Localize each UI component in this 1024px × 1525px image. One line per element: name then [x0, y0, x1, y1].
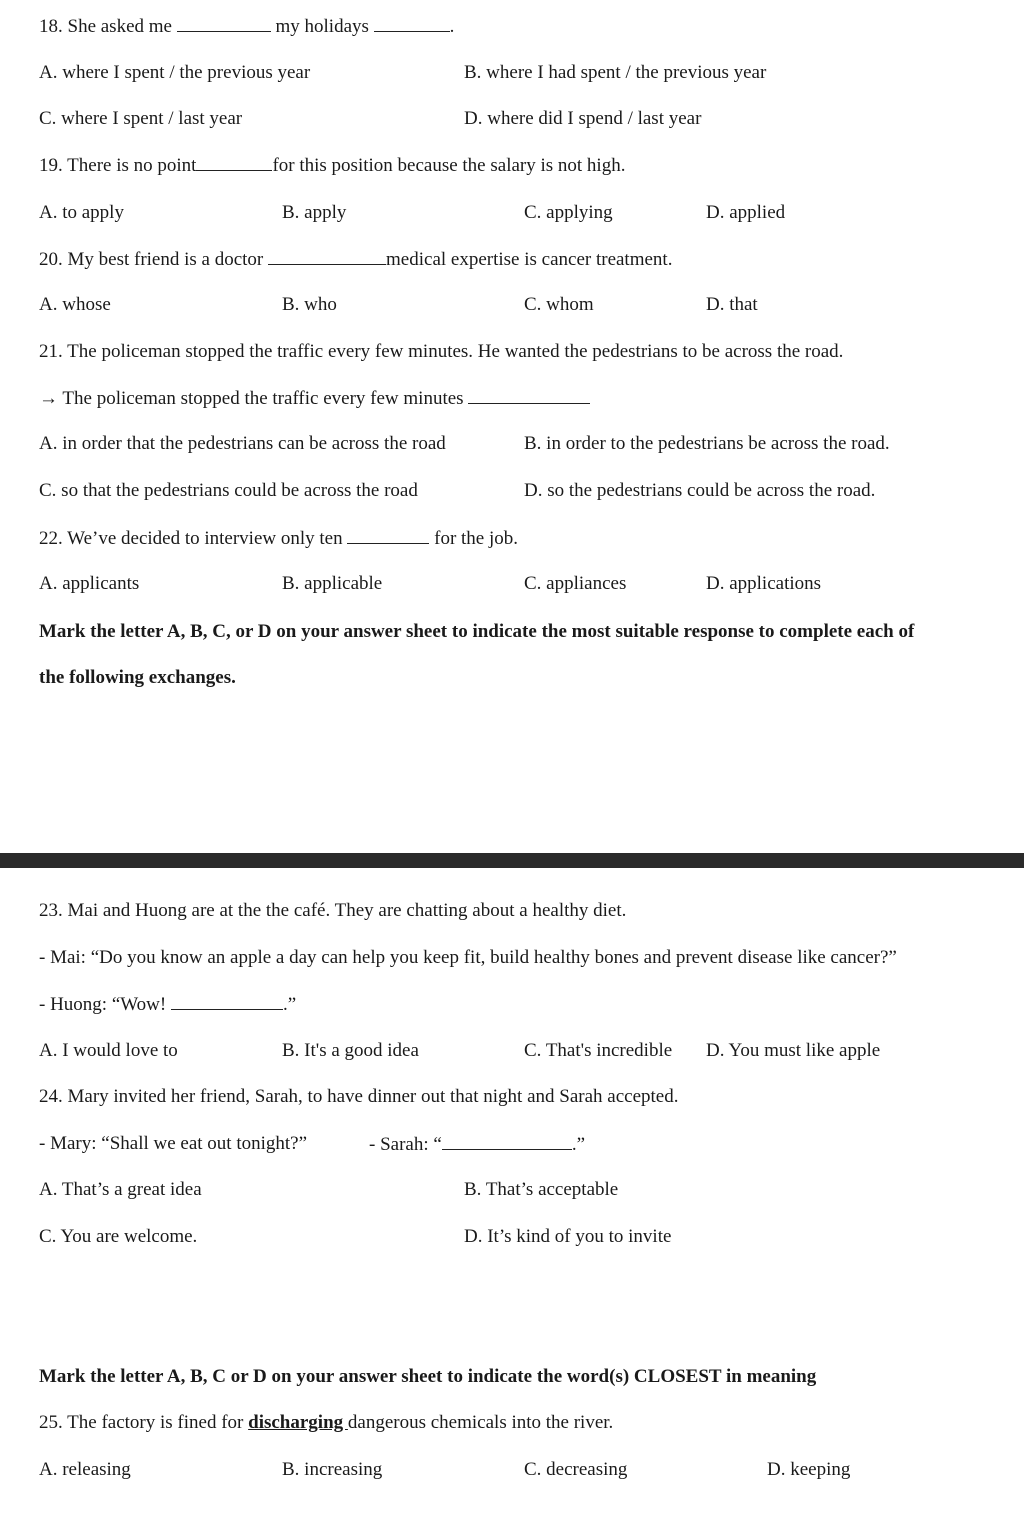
q21-blank[interactable]	[468, 386, 590, 404]
q18-stem-part1: 18. She asked me	[39, 16, 177, 37]
instruction-exchanges-line2: the following exchanges.	[39, 667, 236, 688]
q24-sarah-part2: .”	[571, 1134, 585, 1155]
q24-mary-line: - Mary: “Shall we eat out tonight?”	[39, 1133, 308, 1154]
instruction-exchanges-line1: Mark the letter A, B, C, or D on your answer sheet to indicate the most suitable response to complete each of	[39, 621, 915, 642]
q20-blank[interactable]	[268, 247, 386, 265]
q19-option-b[interactable]: B. apply	[282, 202, 347, 223]
q18-option-b[interactable]: B. where I had spent / the previous year	[464, 62, 767, 83]
q21-rewrite-text: → The policeman stopped the traffic every few minutes	[39, 388, 469, 409]
q23-option-d[interactable]: D. You must like apple	[706, 1040, 881, 1061]
q23-stem: 23. Mai and Huong are at the the café. They are chatting about a healthy diet.	[39, 900, 627, 921]
q20-option-d[interactable]: D. that	[706, 294, 758, 315]
q25-stem-part1: 25. The factory is fined for	[39, 1412, 249, 1433]
q18-option-d[interactable]: D. where did I spend / last year	[464, 108, 702, 129]
q18-blank-1[interactable]	[177, 14, 271, 32]
q24-option-a[interactable]: A. That’s a great idea	[39, 1179, 202, 1200]
q19-option-d[interactable]: D. applied	[706, 202, 786, 223]
q19-stem-part2: for this position because the salary is not high.	[272, 155, 626, 176]
q18-stem-part2: my holidays	[270, 16, 374, 37]
q25-option-b[interactable]: B. increasing	[282, 1459, 383, 1480]
q24-option-c[interactable]: C. You are welcome.	[39, 1226, 198, 1247]
q24-stem: 24. Mary invited her friend, Sarah, to have dinner out that night and Sarah accepted.	[39, 1086, 679, 1107]
q25-stem-part2: dangerous chemicals into the river.	[347, 1412, 614, 1433]
q24-option-d[interactable]: D. It’s kind of you to invite	[464, 1226, 672, 1247]
q23-huong-line	[39, 992, 296, 1017]
q25-option-c[interactable]: C. decreasing	[524, 1459, 628, 1480]
q22-blank[interactable]	[347, 526, 429, 544]
q18-stem	[39, 14, 454, 39]
q21-stem: 21. The policeman stopped the traffic every few minutes. He wanted the pedestrians to be across the road.	[39, 341, 844, 362]
q19-option-c[interactable]: C. applying	[524, 202, 613, 223]
q20-option-b[interactable]: B. who	[282, 294, 337, 315]
q19-stem-part1: 19. There is no point	[39, 155, 197, 176]
q23-huong-part2: .”	[282, 994, 297, 1015]
q22-option-d[interactable]: D. applications	[706, 573, 822, 594]
q24-option-b[interactable]: B. That’s acceptable	[464, 1179, 619, 1200]
q22-stem-part2: for the job.	[429, 528, 519, 549]
q25-option-d[interactable]: D. keeping	[767, 1459, 851, 1480]
q21-option-b[interactable]: B. in order to the pedestrians be across the road.	[524, 433, 890, 454]
q18-blank-2[interactable]	[374, 14, 450, 32]
q18-option-c[interactable]: C. where I spent / last year	[39, 108, 243, 129]
page-divider	[0, 853, 1024, 868]
instruction-closest-meaning: Mark the letter A, B, C or D on your answer sheet to indicate the word(s) CLOSEST in meaning	[39, 1366, 817, 1387]
q24-blank[interactable]	[442, 1132, 572, 1150]
q25-option-a[interactable]: A. releasing	[39, 1459, 131, 1480]
q25-target-word: discharging	[248, 1412, 348, 1433]
q21-rewrite	[39, 386, 590, 411]
q21-option-c[interactable]: C. so that the pedestrians could be across the road	[39, 480, 418, 501]
q22-stem	[39, 526, 518, 551]
q20-stem	[39, 247, 672, 272]
q20-option-a[interactable]: A. whose	[39, 294, 111, 315]
q25-stem	[39, 1411, 613, 1435]
q22-option-c[interactable]: C. appliances	[524, 573, 627, 594]
q20-stem-part2: medical expertise is cancer treatment.	[386, 249, 673, 270]
q23-option-a[interactable]: A. I would love to	[39, 1040, 178, 1061]
q23-huong-part1: - Huong: “Wow!	[39, 994, 171, 1015]
q21-option-d[interactable]: D. so the pedestrians could be across the road.	[524, 480, 876, 501]
q18-stem-part3: .	[449, 16, 455, 37]
q19-stem	[39, 153, 625, 178]
q19-option-a[interactable]: A. to apply	[39, 202, 124, 223]
q22-stem-part1: 22. We’ve decided to interview only ten	[39, 528, 348, 549]
q20-option-c[interactable]: C. whom	[524, 294, 594, 315]
q22-option-b[interactable]: B. applicable	[282, 573, 383, 594]
q21-option-a[interactable]: A. in order that the pedestrians can be across the road	[39, 433, 446, 454]
q23-option-b[interactable]: B. It's a good idea	[282, 1040, 419, 1061]
q22-option-a[interactable]: A. applicants	[39, 573, 140, 594]
q24-sarah-part1: - Sarah: “	[369, 1134, 442, 1155]
q23-blank[interactable]	[171, 992, 283, 1010]
q24-sarah-line	[369, 1132, 585, 1157]
q23-mai-line: - Mai: “Do you know an apple a day can help you keep fit, build healthy bones and prevent disease like cancer?”	[39, 947, 897, 968]
q23-option-c[interactable]: C. That's incredible	[524, 1040, 673, 1061]
q19-blank[interactable]	[196, 153, 272, 171]
q18-option-a[interactable]: A. where I spent / the previous year	[39, 62, 311, 83]
q20-stem-part1: 20. My best friend is a doctor	[39, 249, 269, 270]
